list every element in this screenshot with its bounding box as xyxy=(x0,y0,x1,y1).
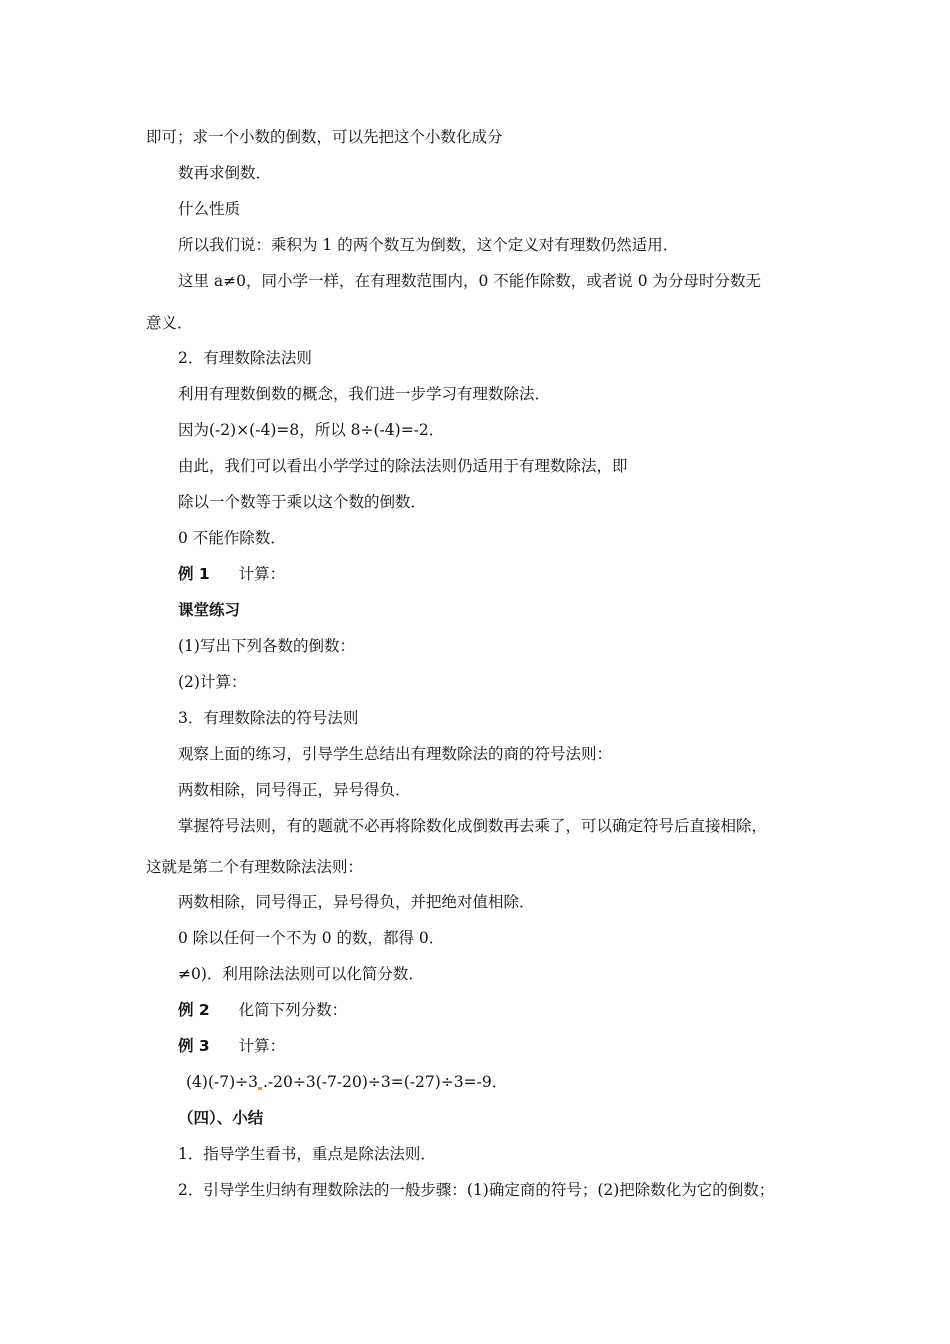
summary-heading: （四）、小结 xyxy=(178,1109,264,1127)
text-line: 所以我们说：乘积为 1 的两个数互为倒数，这个定义对有理数仍然适用． xyxy=(178,236,679,254)
formula-line xyxy=(186,1072,507,1092)
example-label: 例 3 xyxy=(178,1037,210,1055)
formula-part: .-20÷3(-7-20)÷3=(-27)÷3=-9． xyxy=(263,1073,508,1091)
practice-heading: 课堂练习 xyxy=(178,601,241,619)
text-line: 1．指导学生看书，重点是除法法则． xyxy=(178,1145,436,1163)
section-heading: 2．有理数除法法则 xyxy=(178,349,312,367)
text-line: 这里 a≠0，同小学一样，在有理数范围内，0 不能作除数，或者说 0 为分母时分数无 xyxy=(178,272,762,290)
text-line: ≠0)．利用除法法则可以化简分数． xyxy=(178,965,424,983)
formula-part: (4)(-7)÷3 xyxy=(186,1073,258,1091)
text-line: (2)计算： xyxy=(178,673,247,691)
text-line: 观察上面的练习，引导学生总结出有理数除法的商的符号法则： xyxy=(178,745,613,763)
example-3 xyxy=(178,1036,285,1056)
text-line: 意义． xyxy=(146,314,193,332)
text-line: 数再求倒数． xyxy=(178,164,272,182)
text-line: 0 除以任何一个不为 0 的数，都得 0． xyxy=(178,929,445,947)
text-line: 0 不能作除数． xyxy=(178,529,286,547)
text-line: 即可；求一个小数的倒数，可以先把这个小数化成分 xyxy=(146,128,503,146)
text-line: 两数相除，同号得正，异号得负． xyxy=(178,781,411,799)
example-2 xyxy=(178,1000,347,1020)
text-line: 由此，我们可以看出小学学过的除法法则仍适用于有理数除法，即 xyxy=(178,457,628,475)
text-line: 利用有理数倒数的概念，我们进一步学习有理数除法． xyxy=(178,385,551,403)
text-line: 两数相除，同号得正，异号得负，并把绝对值相除． xyxy=(178,893,535,911)
text-line: 2．引导学生归纳有理数除法的一般步骤：(1)确定商的符号；(2)把除数化为它的倒数； xyxy=(178,1181,775,1199)
example-label: 例 1 xyxy=(178,565,210,583)
example-label: 例 2 xyxy=(178,1001,210,1019)
text-line: 掌握符号法则，有的题就不必再将除数化成倒数再去乘了，可以确定符号后直接相除， xyxy=(178,817,768,835)
example-text: 计算： xyxy=(238,565,286,583)
example-text: 计算： xyxy=(238,1037,286,1055)
section-heading: 3．有理数除法的符号法则 xyxy=(178,709,359,727)
text-line: (1)写出下列各数的倒数： xyxy=(178,637,355,655)
example-text: 化简下列分数： xyxy=(238,1001,348,1019)
text-line: 除以一个数等于乘以这个数的倒数． xyxy=(178,493,427,511)
highlight-mark xyxy=(258,1087,262,1090)
text-line: 这就是第二个有理数除法法则： xyxy=(146,858,364,876)
text-line: 什么性质 xyxy=(178,200,241,218)
text-line: 因为(-2)×(-4)=8，所以 8÷(-4)=-2． xyxy=(178,421,445,439)
example-1 xyxy=(178,564,285,584)
